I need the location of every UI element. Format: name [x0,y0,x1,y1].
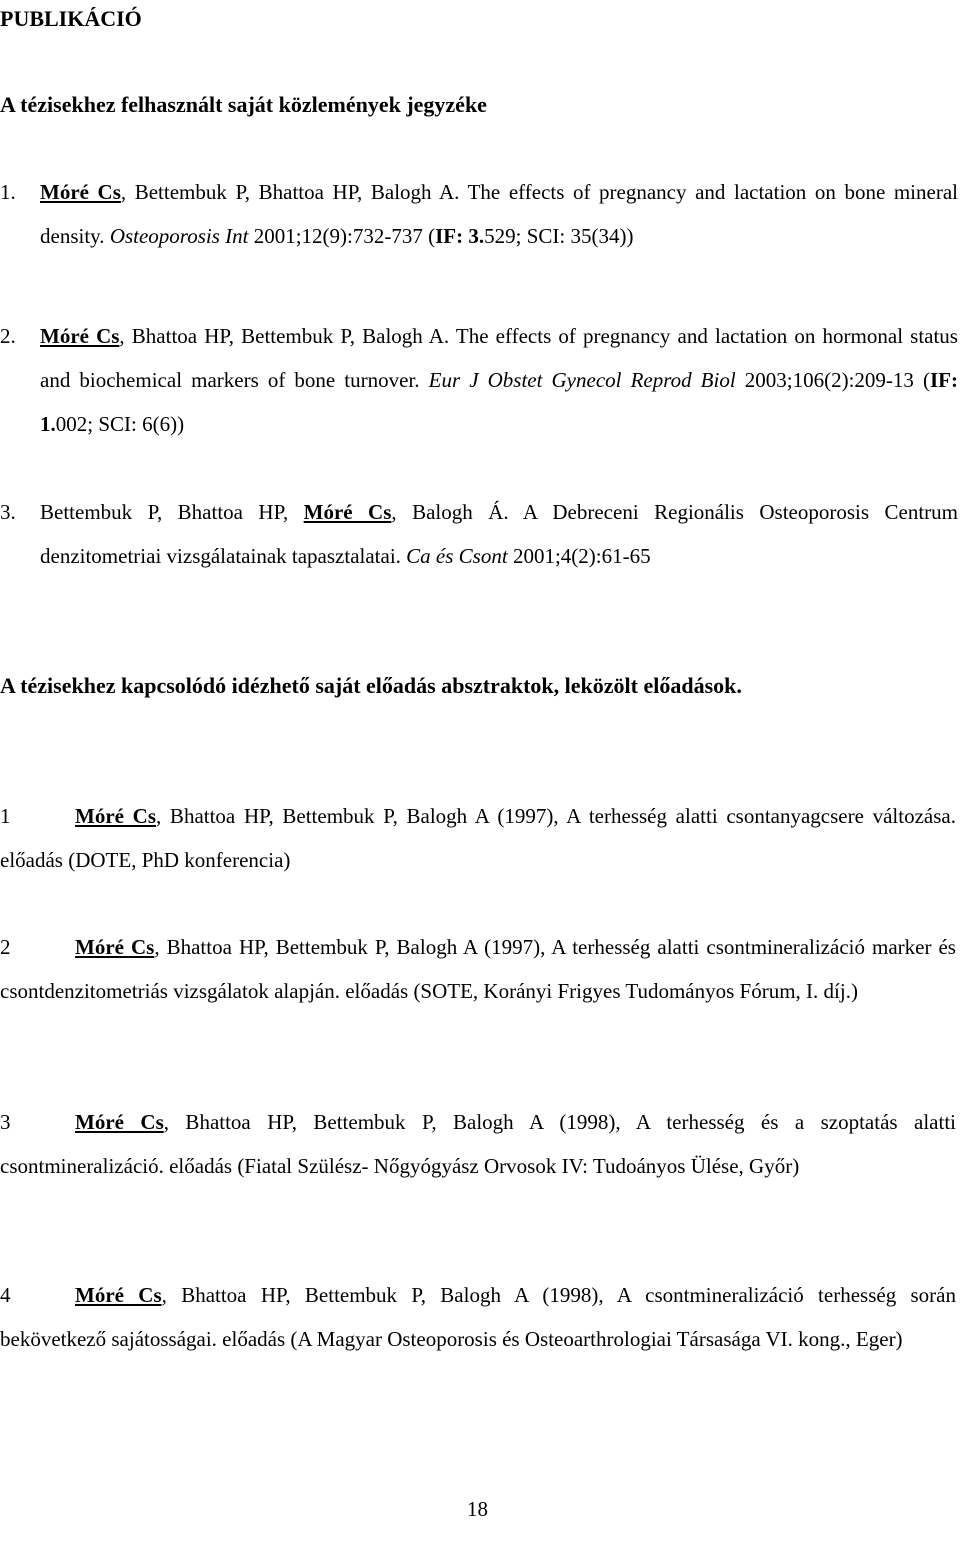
sci-count: ; SCI: 6(6)) [87,412,185,436]
item-text: , Bettembuk P, Bhattoa HP, Balogh A. The effects of pregnancy and lactation on bone mineral density. [40,180,958,248]
impact-factor-value: 529 [484,224,516,248]
item-text: , Balogh Á. A Debreceni Regionális Osteoporosis Centrum denzitometriai vizsgálatainak tapasztalatai. [40,500,958,568]
item-number: 2. [0,324,16,348]
item-number: 3. [0,500,16,524]
publication-item [0,314,958,446]
item-text: , Bhattoa HP, Bettembuk P, Balogh A (1998), A csontmineralizáció terhesség során bekövetkező sajátosságai. előadás (A Magyar Osteoporosis és Osteoarthrologiai Társasága VI. kong., Eger) [0,1283,956,1351]
impact-factor-label: IF: 3. [435,224,485,248]
item-text: Bettembuk P, Bhattoa HP, [40,500,304,524]
abstract-item [0,794,956,882]
publication-item [0,170,958,258]
author-highlight: Móré Cs [75,1110,164,1134]
abstract-item [0,925,956,1013]
item-number: 4 [0,1283,11,1307]
author-highlight: Móré Cs [75,1283,162,1307]
item-text: , Bhattoa HP, Bettembuk P, Balogh A (1997), A terhesség alatti csontanyagcsere változása. előadás (DOTE, PhD konferencia) [0,804,956,872]
item-number: 3 [0,1110,11,1134]
page-number: 18 [467,1497,488,1521]
journal-name: Ca és Csont [406,544,508,568]
section2-heading: A tézisekhez kapcsolódó idézhető saját előadás absztraktok, leközölt előadások. [0,673,742,698]
author-highlight: Móré Cs [303,500,392,524]
item-text: , Bhattoa HP, Bettembuk P, Balogh A. The effects of pregnancy and lactation on hormonal status and biochemical markers of bone turnover. [40,324,958,392]
publication-item [0,490,958,578]
item-number: 2 [0,935,11,959]
journal-name: Osteoporosis Int [109,224,249,248]
impact-factor-label: IF: 1. [40,368,958,436]
citation: 2003;106(2):209-13 ( [735,368,930,392]
citation: 2001;4(2):61-65 [507,544,651,568]
page-title: PUBLIKÁCIÓ [0,6,142,31]
citation: 2001;12(9):732-737 ( [248,224,436,248]
item-number: 1. [0,180,16,204]
journal-name: Eur J Obstet Gynecol Reprod Biol [428,368,736,392]
abstract-item [0,1100,956,1188]
item-text: , Bhattoa HP, Bettembuk P, Balogh A (1997), A terhesség alatti csontmineralizáció marker és csontdenzitometriás vizsgálatok alapján. előadás (SOTE, Korányi Frigyes Tudományos Fórum, I. díj.) [0,935,956,1003]
author-highlight: Móré Cs [75,935,155,959]
item-number: 1 [0,804,11,828]
item-text: , Bhattoa HP, Bettembuk P, Balogh A (1998), A terhesség és a szoptatás alatti csontmineralizáció. előadás (Fiatal Szülész- Nőgyógyász Orvosok IV: Tudoányos Ülése, Győr) [0,1110,956,1178]
author-highlight: Móré Cs [75,804,156,828]
author-highlight: Móré Cs [40,324,120,348]
abstract-item [0,1273,956,1361]
section1-heading: A tézisekhez felhasznált saját közlemények jegyzéke [0,92,487,117]
sci-count: ; SCI: 35(34)) [515,224,634,248]
author-highlight: Móré Cs [40,180,121,204]
impact-factor-value: 002 [55,412,88,436]
